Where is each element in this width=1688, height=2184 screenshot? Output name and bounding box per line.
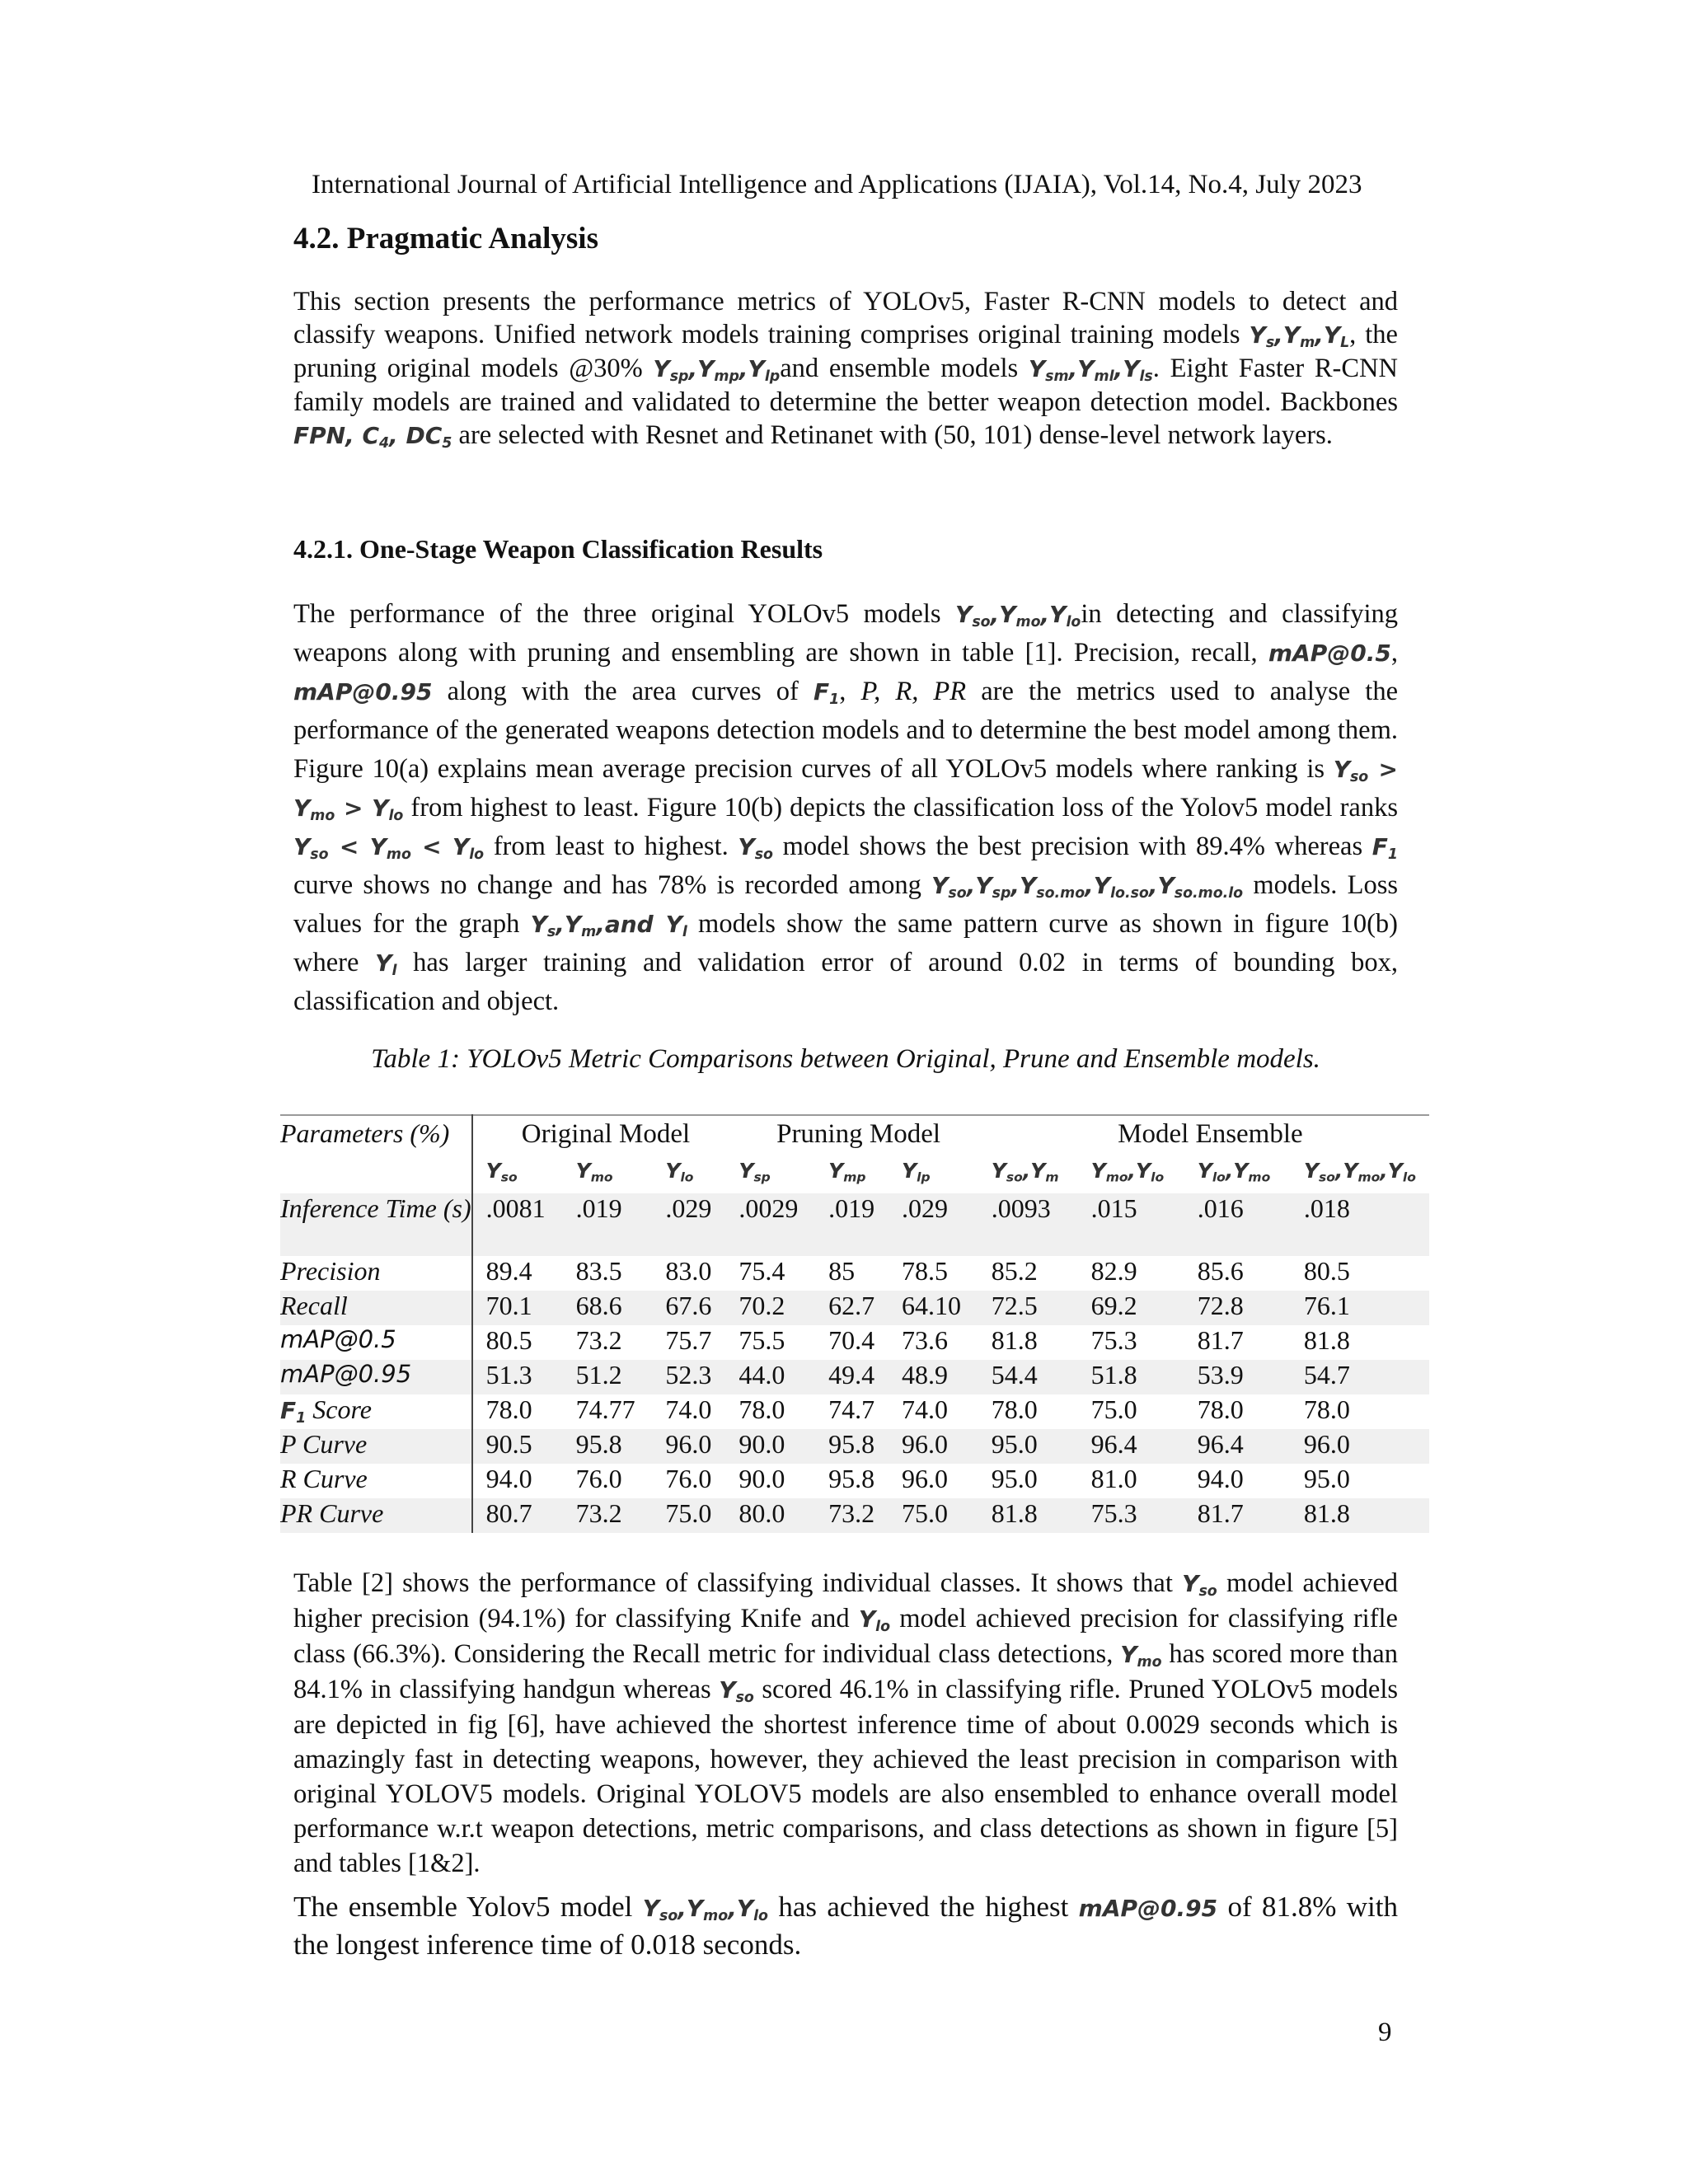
col-ysp: $Y_{sp}$ xyxy=(738,1159,771,1185)
math-ys-ym-yl: $Y_s,Y_m,Y_L$ xyxy=(1249,321,1350,352)
math-backbones: FPN, $C_4$, $DC_5$ xyxy=(293,422,452,452)
metrics-table xyxy=(280,1114,1429,1533)
subsection-heading: 4.2.1. One-Stage Weapon Classification Results xyxy=(293,534,823,564)
row-precision: Precision 89.4 83.5 83.0 75.4 85 78.5 85.2 82.9 85.6 80.5 xyxy=(280,1256,1429,1291)
group-pruning: Pruning Model xyxy=(725,1115,978,1154)
math-yso: $Y_{so}$ xyxy=(738,833,773,864)
math-graph-models: $Y_s,Y_m,and$ $Y_l$ xyxy=(530,911,687,941)
math-ylo: $Y_{lo}$ xyxy=(858,1605,891,1636)
page-number: 9 xyxy=(1378,2018,1392,2047)
row-map095: mAP@0.95 51.3 51.2 52.3 44.0 49.4 48.9 54.4 51.8 53.9 54.7 xyxy=(280,1360,1429,1394)
math-ensemble-model: $Y_{so},Y_{mo},Y_{lo}$ xyxy=(642,1895,768,1925)
math-rank-loss: $Y_{so} < Y_{mo} < Y_{lo}$ xyxy=(293,833,485,864)
paragraph-class-performance: Table [2] shows the performance of classifying individual classes. It shows that $Y_{so}$ model achieved higher precision (94.1%) for classifying Knife and $Y_{lo}$ model achieved precision for classifying rifle class (66.3%). Considering the Recall metric for individual class detections, $Y_{mo}$ has scored more than 84.1% in classifying handgun whereas $Y_{so}$ scored 46.1% in classifying rifle. Pruned YOLOv5 models are depicted in fig [6], have achieved the shortest inference time of about 0.0029 seconds which is amazingly fast in detecting weapons, however, they achieved the least precision in comparison with original YOLOV5 models. Original YOLOV5 models are also ensembled to enhance overall model performance w.r.t weapon detections, metric comparisons, and class detections as shown in figure [5] and tables [1&2]. xyxy=(293,1568,1398,1878)
math-yso-ymo-ylo: $Y_{so},Y_{mo},Y_{lo}$ xyxy=(955,601,1081,631)
row-pr-curve: PR Curve 80.7 73.2 75.0 80.0 73.2 75.0 81.8 75.3 81.7 81.8 xyxy=(280,1498,1429,1533)
col-yso-ym: $Y_{so},Y_m$ xyxy=(991,1159,1059,1185)
col-ymo-ylo: $Y_{mo},Y_{lo}$ xyxy=(1090,1159,1165,1185)
group-original: Original Model xyxy=(472,1115,726,1154)
math-yso-2: $Y_{so}$ xyxy=(1182,1570,1217,1601)
table-caption: Table 1: YOLOv5 Metric Comparisons between Original, Prune and Ensemble models. xyxy=(371,1044,1320,1074)
math-map095: mAP@0.95 xyxy=(293,678,433,705)
col-ylo: $Y_{lo}$ xyxy=(665,1159,694,1185)
row-r-curve: R Curve 94.0 76.0 76.0 90.0 95.8 96.0 95.0 81.0 94.0 95.0 xyxy=(280,1464,1429,1498)
row-map05: mAP@0.5 80.5 73.2 75.7 75.5 70.4 73.6 81.8 75.3 81.7 81.8 xyxy=(280,1325,1429,1360)
col-ymp: $Y_{mp}$ xyxy=(828,1159,866,1185)
math-f1: $F_1$ xyxy=(813,678,840,709)
math-model-list: $Y_{so},Y_{sp},Y_{so.mo},Y_{lo.so},Y_{so.mo.lo}$ xyxy=(931,872,1244,902)
math-rank-map: $Y_{so} > Y_{mo} > Y_{lo}$ xyxy=(293,756,1398,825)
col-yso: $Y_{so}$ xyxy=(485,1159,518,1185)
row-recall: Recall 70.1 68.6 67.6 70.2 62.7 64.10 72.5 69.2 72.8 76.1 xyxy=(280,1291,1429,1325)
math-yl: $Y_l$ xyxy=(375,949,397,980)
paragraph-intro: This section presents the performance metrics of YOLOv5, Faster R-CNN models to detect and classify weapons. Unified network models training comprises original training models $Y_s,Y_m,Y_L$, the pruning original models @30% $Y_{sp},Y_{mp},Y_{lp}and$ ensemble models $Y_{sm},Y_{ml},Y_{ls}$. Eight Faster R-CNN family models are trained and validated to determine the better weapon detection model. Backbones FPN, $C_4$, $DC_5$ are selected with Resnet and Retinanet with (50, 101) dense-level network layers. xyxy=(293,287,1398,452)
paragraph-results: The performance of the three original YOLOv5 models $Y_{so},Y_{mo},Y_{lo}in$ detecting and classifying weapons along with pruning and ensembling are shown in table [1]. Precision, recall, mAP@0.5, mAP@0.95 along with the area curves of $F_1$, P, R, PR are the metrics used to analyse the performance of the generated weapons detection models and to determine the best model among them. Figure 10(a) explains mean average precision curves of all YOLOv5 models where ranking is $Y_{so} > Y_{mo} > Y_{lo}$ from highest to least. Figure 10(b) depicts the classification loss of the Yolov5 model ranks $Y_{so} < Y_{mo} < Y_{lo}$ from least to highest. $Y_{so}$ model shows the best precision with 89.4% whereas $F_1$ curve shows no change and has 78% is recorded among $Y_{so},Y_{sp},Y_{so.mo},Y_{lo.so},Y_{so.mo.lo}$ models. Loss values for the graph $Y_s,Y_m,and$ $Y_l$ models show the same pattern curve as shown in figure 10(b) where $Y_l$ has larger training and validation error of around 0.02 in terms of bounding box, classification and object. xyxy=(293,599,1399,1016)
math-map05: mAP@0.5 xyxy=(1268,640,1391,667)
row-inference-time: Inference Time (s) .0081 .019 .029 .0029 .019 .029 .0093 .015 .016 .018 xyxy=(280,1193,1429,1256)
table-header-row xyxy=(280,1115,1429,1154)
row-f1-score: $F_1$ Score 78.0 74.77 74.0 78.0 74.7 74.0 78.0 75.0 78.0 78.0 xyxy=(280,1394,1429,1429)
paragraph-ensemble: The ensemble Yolov5 model $Y_{so},Y_{mo},Y_{lo}$ has achieved the highest mAP@0.95 of 81.8% with the longest inference time of 0.018 seconds. xyxy=(293,1891,1398,1961)
math-f1-label: $F_1$ xyxy=(280,1397,307,1427)
math-ymo: $Y_{mo}$ xyxy=(1120,1641,1162,1671)
col-ymo: $Y_{mo}$ xyxy=(575,1159,613,1185)
param-header: Parameters (%) xyxy=(280,1115,472,1193)
col-ylp: $Y_{lp}$ xyxy=(902,1159,931,1185)
group-ensemble: Model Ensemble xyxy=(978,1115,1429,1154)
section-heading: 4.2. Pragmatic Analysis xyxy=(293,222,598,255)
math-ysm-yml-yls: $Y_{sm},Y_{ml},Y_{ls}$ xyxy=(1028,355,1153,386)
journal-header: International Journal of Artificial Intelligence and Applications (IJAIA), Vol.14, No.4, July 2023 xyxy=(312,170,1362,199)
col-ylo-ymo: $Y_{lo},Y_{mo}$ xyxy=(1197,1159,1271,1185)
row-p-curve: P Curve 90.5 95.8 96.0 90.0 95.8 96.0 95.0 96.4 96.4 96.0 xyxy=(280,1429,1429,1464)
col-yso-ymo-ylo: $Y_{so},Y_{mo},Y_{lo}$ xyxy=(1303,1159,1416,1185)
math-ysp-ymp-ylp: $Y_{sp},Y_{mp},Y_{lp}$ xyxy=(653,355,781,386)
math-f1-curve: $F_1$ xyxy=(1372,833,1399,864)
math-map095-2: mAP@0.95 xyxy=(1078,1895,1218,1922)
math-yso-3: $Y_{so}$ xyxy=(719,1676,754,1707)
